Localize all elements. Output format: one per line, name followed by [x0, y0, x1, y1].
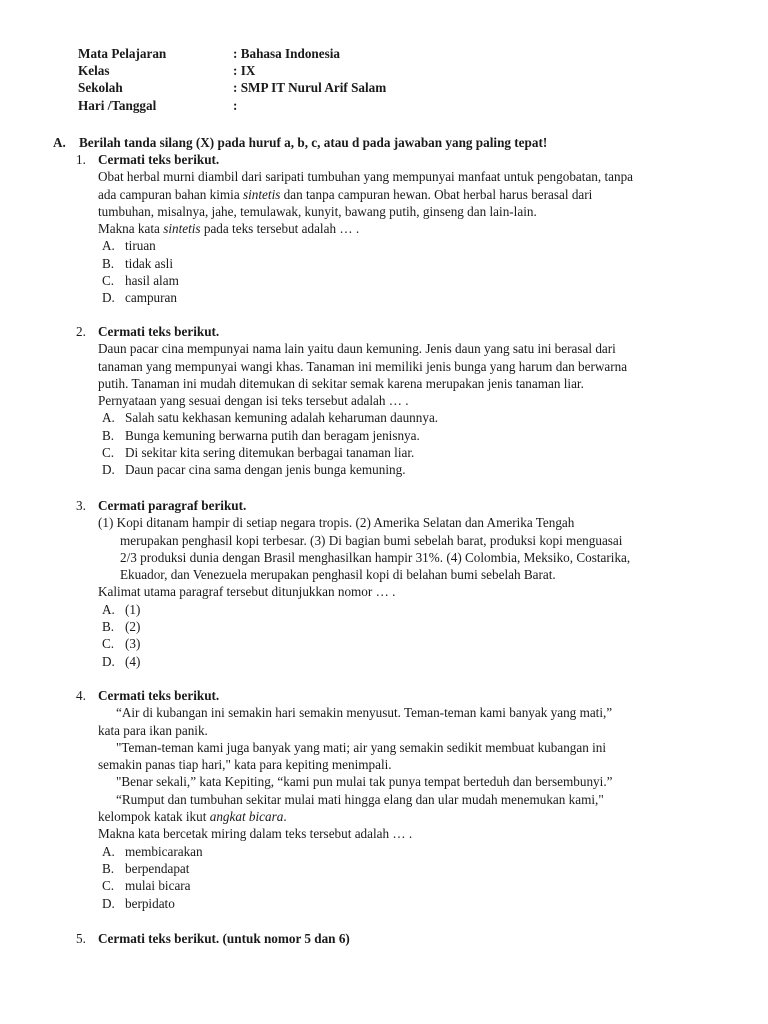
option-b[interactable]: B. berpendapat: [102, 860, 190, 876]
passage-line: kata para ikan panik.: [98, 722, 208, 738]
answer-options: [98, 409, 716, 478]
option-a[interactable]: A. (1): [102, 601, 141, 617]
header-value: : IX: [233, 63, 256, 78]
header-key: Sekolah: [78, 80, 123, 95]
passage-line: Ekuador, dan Venezuela merupakan penghasil kopi di belahan bumi sebelah Barat.: [120, 567, 556, 583]
option-a[interactable]: A. Salah satu kekhasan kemuning adalah keharuman daunnya.: [102, 410, 439, 426]
passage-line: putih. Tanaman ini mudah ditemukan di sekitar semak karena merupakan jenis tanaman liar.: [98, 375, 584, 391]
passage-line: tumbuhan, misalnya, jahe, temulawak, kunyit, bawang putih, ginseng dan lain-lain.: [98, 203, 537, 219]
passage-line: 2/3 produksi dunia dengan Brasil menghasilkan hampir 31%. (4) Colombia, Meksiko, Costarika,: [120, 549, 631, 565]
option-d[interactable]: D. (4): [102, 653, 141, 669]
question-number: 4.: [76, 688, 86, 703]
passage-line: ada campuran bahan kimia sintetis dan tanpa campuran hewan. Obat herbal harus berasal dari: [98, 186, 593, 202]
option-c[interactable]: C. (3): [102, 636, 141, 652]
question-prompt: Makna kata sintetis pada teks tersebut adalah … .: [98, 221, 360, 237]
header-value: :: [233, 98, 238, 113]
italic-term: angkat bicara: [209, 809, 284, 825]
italic-term: sintetis: [163, 221, 201, 237]
answer-options: [98, 601, 716, 670]
passage-line: tanaman yang mempunyai wangi khas. Tanaman ini memiliki jenis bunga yang harum dan berwarna: [98, 358, 628, 374]
option-c[interactable]: C. hasil alam: [102, 273, 179, 289]
option-a[interactable]: A. membicarakan: [102, 843, 203, 859]
passage-line: “Air di kubangan ini semakin hari semakin menyusut. Teman-teman kami banyak yang mati,”: [116, 705, 613, 721]
passage-line: semakin panas tiap hari," kata para kepiting menimpali.: [98, 757, 392, 773]
answer-options: [98, 237, 716, 306]
question-title: Cermati paragraf berikut.: [98, 498, 247, 513]
question-prompt: Makna kata bercetak miring dalam teks tersebut adalah … .: [98, 826, 413, 842]
question-title: Cermati teks berikut.: [98, 324, 220, 339]
section-instruction: Berilah tanda silang (X) pada huruf a, b, c, atau d pada jawaban yang paling tepat!: [79, 135, 548, 150]
option-d[interactable]: D. Daun pacar cina sama dengan jenis bunga kemuning.: [102, 462, 406, 478]
option-b[interactable]: B. Bunga kemuning berwarna putih dan beragam jenisnya.: [102, 427, 420, 443]
header-key: Kelas: [78, 63, 110, 78]
option-d[interactable]: D. campuran: [102, 290, 177, 306]
option-c[interactable]: C. Di sekitar kita sering ditemukan berbagai tanaman liar.: [102, 445, 415, 461]
passage-line: kelompok katak ikut angkat bicara.: [98, 809, 287, 825]
question-number: 3.: [76, 498, 86, 513]
option-b[interactable]: B. tidak asli: [102, 255, 173, 271]
section-letter: A.: [53, 135, 66, 150]
passage-line: (1) Kopi ditanam hampir di setiap negara tropis. (2) Amerika Selatan dan Amerika Tengah: [98, 515, 575, 531]
header-key: Hari /Tanggal: [78, 98, 157, 113]
passage-line: “Rumput dan tumbuhan sekitar mulai mati hingga elang dan ular mudah menemukan kami,": [116, 791, 604, 807]
option-b[interactable]: B. (2): [102, 619, 141, 635]
question-prompt: Kalimat utama paragraf tersebut ditunjukkan nomor … .: [98, 584, 396, 600]
header-value: : SMP IT Nurul Arif Salam: [233, 80, 387, 95]
answer-options: [98, 843, 716, 912]
question-number: 1.: [76, 152, 86, 167]
option-c[interactable]: C. mulai bicara: [102, 878, 191, 894]
question-prompt: Pernyataan yang sesuai dengan isi teks tersebut adalah … .: [98, 393, 409, 409]
option-a[interactable]: A. tiruan: [102, 238, 156, 254]
option-d[interactable]: D. berpidato: [102, 895, 175, 911]
header-key: Mata Pelajaran: [78, 46, 167, 61]
question-number: 2.: [76, 324, 86, 339]
passage-line: Obat herbal murni diambil dari saripati tumbuhan yang mempunyai manfaat untuk pengobatan, tanpa: [98, 169, 634, 185]
italic-term: sintetis: [243, 186, 281, 202]
question-title: Cermati teks berikut. (untuk nomor 5 dan 6): [98, 931, 350, 946]
passage-line: "Benar sekali,” kata Kepiting, “kami pun mulai tak punya tempat berteduh dan bersembunyi.”: [116, 774, 613, 790]
passage-line: Daun pacar cina mempunyai nama lain yaitu daun kemuning. Jenis daun yang satu ini berasal dari: [98, 341, 616, 357]
header-value: : Bahasa Indonesia: [233, 46, 341, 61]
question-number: 5.: [76, 931, 86, 946]
question-title: Cermati teks berikut.: [98, 152, 220, 167]
question-title: Cermati teks berikut.: [98, 688, 220, 703]
passage-line: merupakan penghasil kopi terbesar. (3) Di bagian bumi sebelah barat, produksi kopi menguasai: [120, 532, 623, 548]
passage-line: "Teman-teman kami juga banyak yang mati; air yang semakin sedikit membuat kubangan ini: [116, 739, 607, 755]
